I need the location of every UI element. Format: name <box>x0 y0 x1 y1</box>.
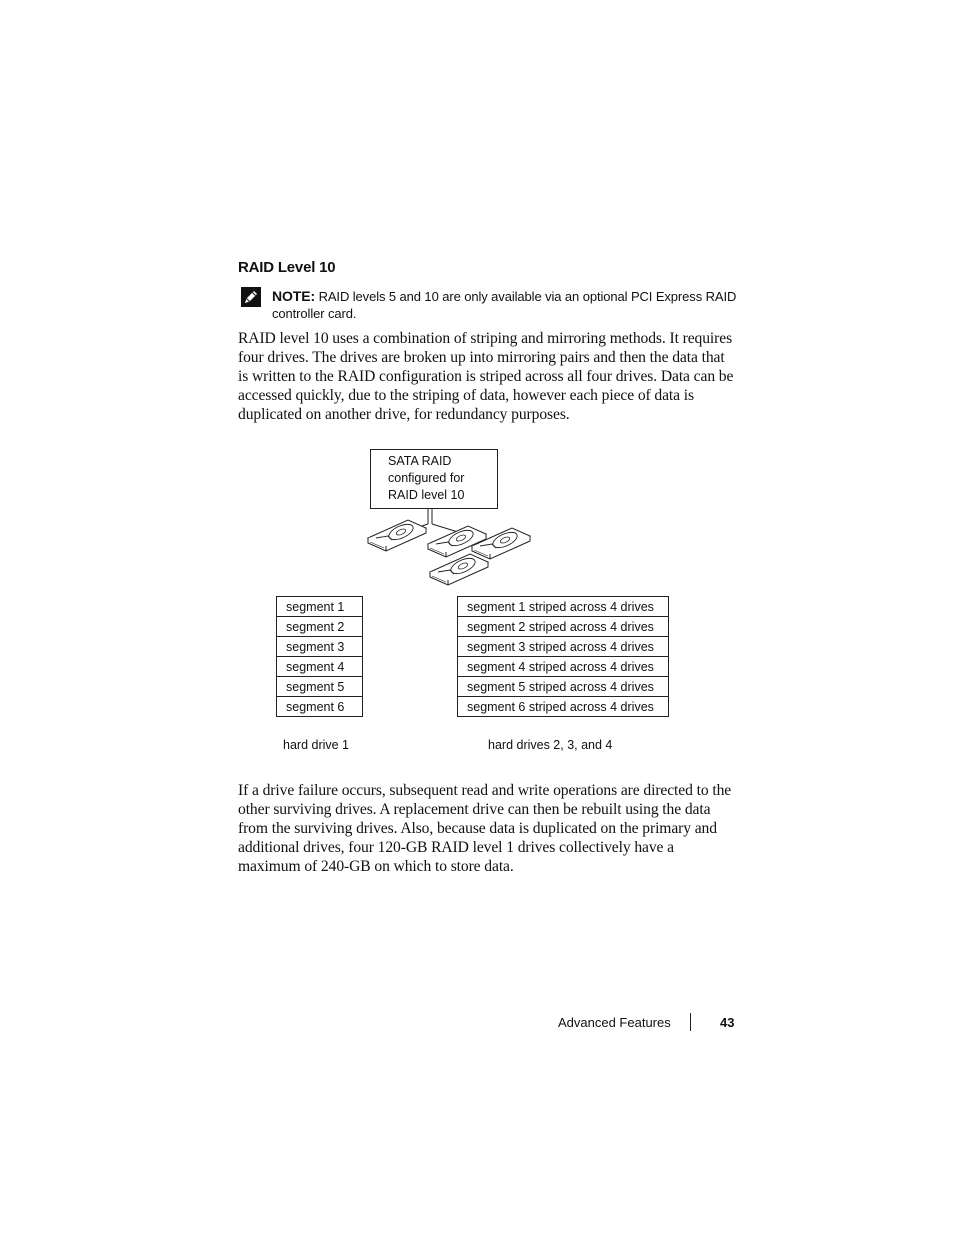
table-row <box>277 637 363 657</box>
hard-drive-icon <box>368 520 426 551</box>
table-row <box>458 637 669 657</box>
segment-cell: segment 5 <box>277 677 363 697</box>
segment-cell: segment 2 striped across 4 drives <box>458 617 669 637</box>
segment-cell: segment 4 striped across 4 drives <box>458 657 669 677</box>
section-heading: RAID Level 10 <box>238 259 336 276</box>
segment-cell: segment 1 striped across 4 drives <box>458 597 669 617</box>
segment-cell: segment 6 <box>277 697 363 717</box>
table-row <box>277 697 363 717</box>
hard-drives-2-3-4-caption: hard drives 2, 3, and 4 <box>488 738 613 752</box>
note-text: RAID levels 5 and 10 are only available via an optional PCI Express RAID controller card. <box>272 289 737 321</box>
segment-cell: segment 3 <box>277 637 363 657</box>
note-pencil-icon <box>240 286 262 308</box>
controller-line: configured for <box>388 471 465 485</box>
page-number: 43 <box>720 1015 735 1030</box>
table-row <box>458 677 669 697</box>
table-row <box>458 697 669 717</box>
hard-drives-illustration <box>360 508 535 588</box>
connector-line <box>432 524 458 532</box>
note-block <box>272 288 742 322</box>
table-row <box>277 657 363 677</box>
footer-divider <box>690 1013 691 1031</box>
table-row <box>458 597 669 617</box>
raid-controller-box <box>370 449 498 509</box>
hard-drive-1-segments <box>276 596 363 717</box>
table-row <box>458 657 669 677</box>
table-row <box>458 617 669 637</box>
segment-cell: segment 1 <box>277 597 363 617</box>
hard-drive-1-caption: hard drive 1 <box>283 738 350 752</box>
hard-drives-2-3-4-segments <box>457 596 669 717</box>
segment-cell: segment 4 <box>277 657 363 677</box>
intro-paragraph: RAID level 10 uses a combination of striping and mirroring methods. It requires four drives. The drives are broken up into mirroring pairs and then the data that is written to the RAID configuration is striped across all four drives. Data can be accessed quickly, due to the striping of data, however each piece of data is duplicated on another drive, for redundancy purposes. <box>238 330 734 423</box>
table-row <box>277 597 363 617</box>
segment-cell: segment 5 striped across 4 drives <box>458 677 669 697</box>
segment-cell: segment 6 striped across 4 drives <box>458 697 669 717</box>
footer-section-title: Advanced Features <box>558 1015 671 1030</box>
segment-cell: segment 3 striped across 4 drives <box>458 637 669 657</box>
table-row <box>277 677 363 697</box>
hard-drive-icon <box>430 554 488 585</box>
note-label: NOTE: <box>272 288 316 304</box>
controller-line: RAID level 10 <box>388 488 465 502</box>
segment-cell: segment 2 <box>277 617 363 637</box>
failure-paragraph: If a drive failure occurs, subsequent read and write operations are directed to the other surviving drives. A replacement drive can then be rebuilt using the data from the surviving drives. Also, because data is duplicated on the primary and additional drives, four 120-GB RAID level 1 drives collectively have a maximum of 240-GB on which to store data. <box>238 782 732 875</box>
table-row <box>277 617 363 637</box>
controller-line: SATA RAID <box>388 454 452 468</box>
